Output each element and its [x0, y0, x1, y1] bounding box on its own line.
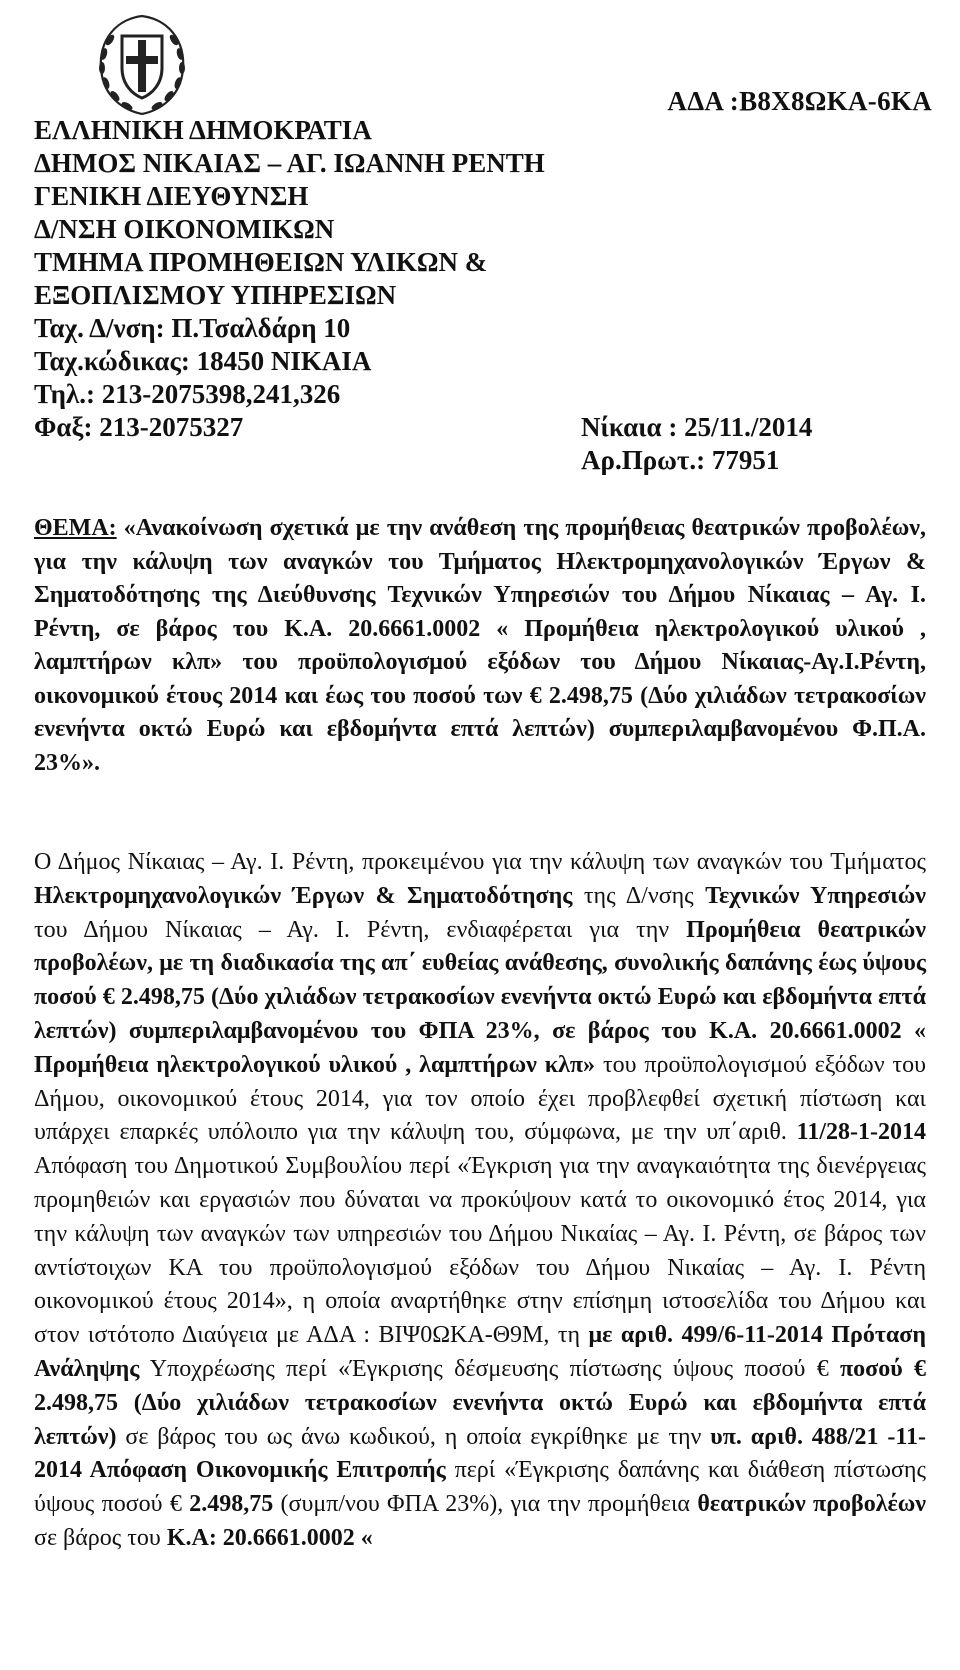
- body-bold-text: Προμήθεια θεατρικών προβολέων, με τη διαδικασία της απ΄ ευθείας ανάθεσης, συνολικής δαπάνης έως ύψους ποσού € 2.498,75 (Δύο χιλιάδων τετρακοσίων ενενήντα οκτώ Ευρώ και εβδομήντα επτά λεπτών) συμπεριλαμβανομένου του ΦΠΑ 23%, σε βάρος του Κ.Α. 20.6661.0002 « Προμήθεια ηλεκτρολογικού υλικού , λαμπτήρων κλπ»: [34, 916, 926, 1078]
- header-fax-row: [34, 411, 934, 444]
- body-text: της Δ/νσης: [572, 882, 706, 909]
- header-line: ΕΞΟΠΛΙΣΜΟΥ ΥΠΗΡΕΣΙΩΝ: [34, 280, 397, 310]
- body-bold-text: με αριθ. 499/6-11-2014 Πρόταση Ανάληψης: [34, 1322, 926, 1382]
- body-text: Απόφαση του Δημοτικού Συμβουλίου περί «Έγκριση για την αναγκαιότητα της διενέργειας προμηθειών και εργασιών που δύναται να προκύψουν κατά το οικονομικό έτος 2014, για την κάλυψη των αναγκών των υπηρεσιών του Δήμου Νικαίας – Αγ. Ι. Ρέντη, σε βάρος των αντίστοιχων ΚΑ του προϋπολογισμού εξόδων του Δήμου Νικαίας – Αγ. Ι. Ρέντη οικονομικού έτους 2014», η οποία αναρτήθηκε στην επίσημη ιστοσελίδα του Δήμου και στον ιστότοπο Διαύγεια με ΑΔΑ : ΒΙΨ0ΩΚΑ-Θ9Μ, τη: [34, 1153, 926, 1349]
- body-bold-text: υπ. αριθ. 488/21 -11-2014 Απόφαση Οικονομικής Επιτροπής: [34, 1423, 927, 1484]
- body-bold-text: Ηλεκτρομηχανολογικών Έργων & Σηματοδότησης: [34, 882, 573, 909]
- header-fax: Φαξ: 213-2075327: [34, 412, 244, 442]
- body-bold-text: 11/28-1-2014: [796, 1119, 926, 1146]
- body-bold-text: 2.498,75: [189, 1491, 274, 1518]
- header-address: Ταχ. Δ/νση: Π.Τσαλδάρη 10: [34, 313, 351, 343]
- body-text: Υποχρέωσης περί «Έγκρισης δέσμευσης πίστωσης ύψους ποσού €: [139, 1355, 841, 1382]
- body-bold-text: ποσού € 2.498,75 (Δύο χιλιάδων τετρακοσίων ενενήντα οκτώ Ευρώ και εβδομήντα επτά λεπτών): [34, 1355, 926, 1450]
- body-text: σε βάρος του ως άνω κωδικού, η οποία εγκρίθηκε με την: [116, 1423, 711, 1450]
- body-text: (συμπ/νου ΦΠΑ 23%), για την προμήθεια: [273, 1491, 698, 1518]
- subject-paragraph: [34, 512, 926, 780]
- document-date: Νίκαια : 25/11./2014: [581, 412, 813, 442]
- body-text: περί «Έγκρισης δαπάνης και διάθεση πίστωσης ύψους ποσού €: [34, 1457, 926, 1518]
- header-line: ΤΜΗΜΑ ΠΡΟΜΗΘΕΙΩΝ ΥΛΙΚΩΝ &: [34, 247, 488, 277]
- greek-coat-of-arms-emblem: [88, 10, 196, 118]
- header-line: Δ/ΝΣΗ ΟΙΚΟΝΟΜΙΚΩΝ: [34, 214, 335, 244]
- header-postal-code: Ταχ.κώδικας: 18450 ΝΙΚΑΙΑ: [34, 346, 372, 376]
- header-line: ΕΛΛΗΝΙΚΗ ΔΗΜΟΚΡΑΤΙΑ: [34, 115, 372, 145]
- body-bold-text: θεατρικών προβολέων: [697, 1491, 926, 1518]
- body-text: του προϋπολογισμού εξόδων του Δήμου, οικονομικού έτους 2014, για τον οποίο έχει προβλεφθεί σχετική πίστωση και υπάρχει επαρκές υπόλοιπο για την κάλυψη του, σύμφωνα, με την υπ΄αριθ.: [34, 1051, 926, 1146]
- body-text: του Δήμου Νίκαιας – Αγ. Ι. Ρέντη, ενδιαφέρεται για την: [34, 916, 687, 943]
- subject-text: «Ανακοίνωση σχετικά με την ανάθεση της προμήθειας θεατρικών προβολέων, για την κάλυψη των αναγκών του Τμήματος Ηλεκτρομηχανολογικών Έργων & Σηματοδότησης της Διεύθυνσης Τεχνικών Υπηρεσιών του Δήμου Νίκαιας – Αγ. Ι. Ρέντη, σε βάρος του Κ.Α. 20.6661.0002 « Προμήθεια ηλεκτρολογικού υλικού , λαμπτήρων κλπ» του προϋπολογισμού εξόδων του Δήμου Νίκαιας-Αγ.Ι.Ρέντη, οικονομικού έτους 2014 και έως του ποσού των € 2.498,75 (Δύο χιλιάδων τετρακοσίων ενενήντα οκτώ Ευρώ και εβδομήντα επτά λεπτών) συμπεριλαμβανομένου Φ.Π.Α. 23%».: [34, 515, 926, 776]
- ada-code: ΑΔΑ :Β8Χ8ΩΚΑ-6ΚΑ: [667, 86, 932, 116]
- subject-label: ΘΕΜΑ:: [34, 515, 117, 541]
- body-bold-text: Κ.Α: 20.6661.0002 «: [166, 1524, 373, 1551]
- header-protocol-row: [34, 444, 934, 477]
- protocol-number: Αρ.Πρωτ.: 77951: [581, 445, 780, 475]
- body-text: σε βάρος του: [34, 1524, 167, 1551]
- body-paragraph: [34, 846, 926, 1556]
- header-line: ΔΗΜΟΣ ΝΙΚΑΙΑΣ – ΑΓ. ΙΩΑΝΝΗ ΡΕΝΤΗ: [34, 148, 545, 178]
- sender-header: [34, 114, 934, 477]
- header-phone: Τηλ.: 213-2075398,241,326: [34, 379, 341, 409]
- body-text: Ο Δήμος Νίκαιας – Αγ. Ι. Ρέντη, προκειμένου για την κάλυψη των αναγκών του Τμήματος: [34, 849, 926, 875]
- header-line: ΓΕΝΙΚΗ ΔΙΕΥΘΥΝΣΗ: [34, 181, 309, 211]
- body-bold-text: Τεχνικών Υπηρεσιών: [705, 882, 926, 909]
